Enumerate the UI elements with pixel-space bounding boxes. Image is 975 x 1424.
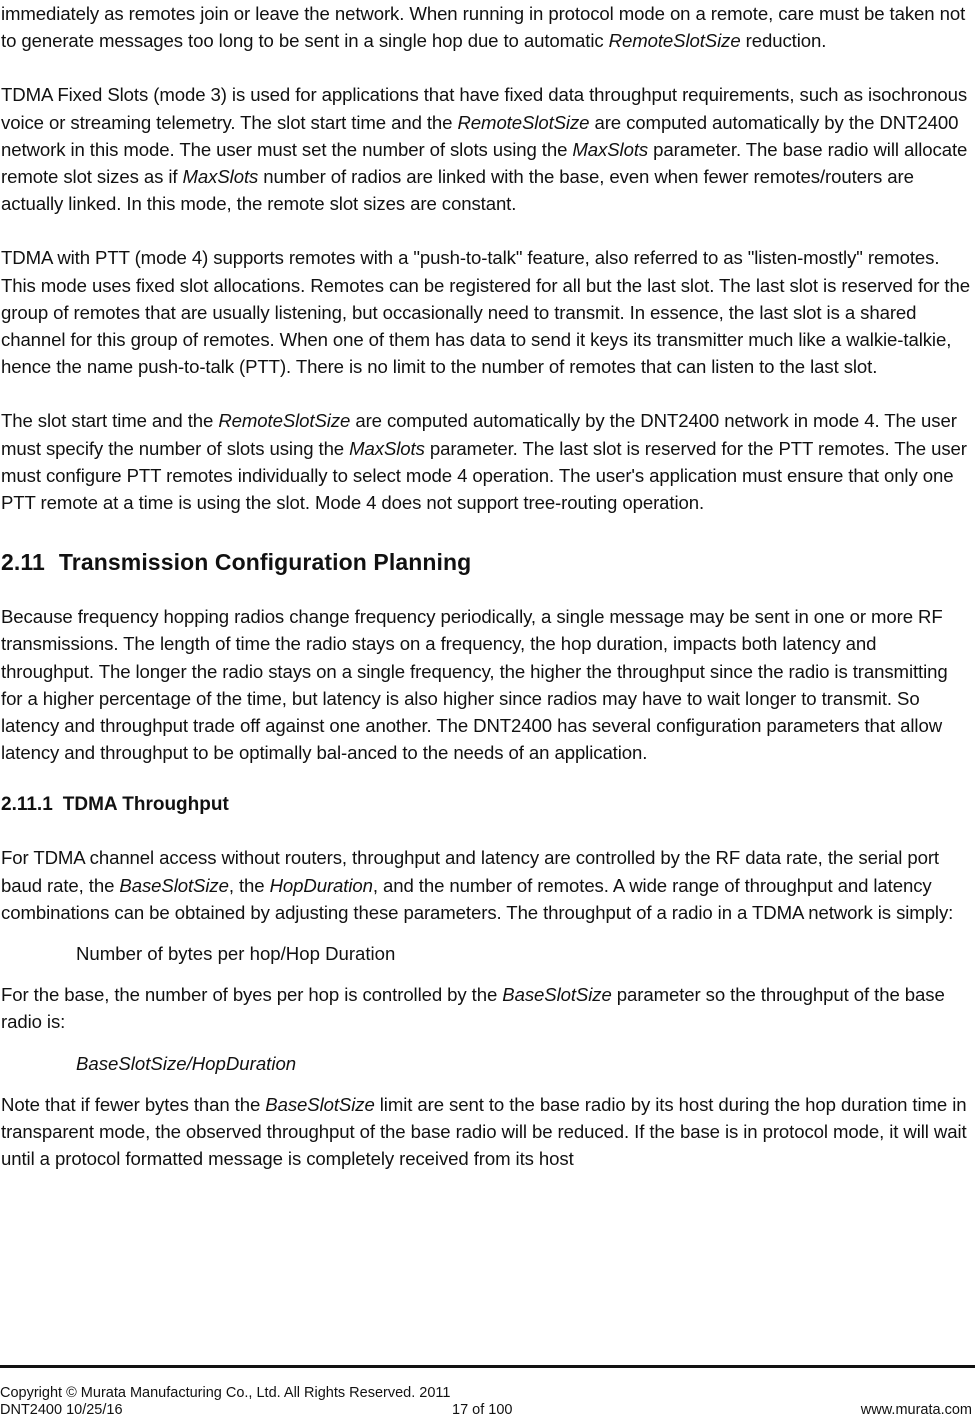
section-heading — [1, 546, 973, 578]
parameter-name: MaxSlots — [182, 166, 259, 188]
text-run: TDMA with PTT (mode 4) supports remotes with a "push-to-talk" feature, also referred to as "listen-mostly" remotes. This mode uses fixed slot allocations. Remotes can be registered for all but the last slot. The last slot is reserved for the group of remotes that are usually listening, but occasionally need to transmit. In essence, the last slot is a shared channel for this group of remotes. When one of them has data to send it keys its transmitter much like a walkie-talkie, hence the name push-to-talk (PTT). There is no limit to the number of remotes that can listen to the last slot. — [1, 247, 970, 378]
parameter-name: BaseSlotSize — [119, 874, 229, 896]
footer-doc-id: DNT2400 10/25/16 — [0, 1402, 123, 1418]
paragraph — [1, 981, 973, 1035]
footer-website-link[interactable]: www.murata.com — [860, 1402, 972, 1418]
text-run: immediately as remotes join or leave the network. When running in protocol mode on a remote, care must be taken not to generate messages too long to be sent in a single hop due to automatic — [1, 3, 966, 52]
footer-copyright: Copyright © Murata Manufacturing Co., Ltd. All Rights Reserved. 2011 — [0, 1385, 451, 1401]
text-run: reduction. — [740, 30, 827, 52]
text-run: are computed automatically by the DNT2400 network in mode 4. The user must specify the number of slots using the — [1, 410, 957, 459]
text-run: parameter so the throughput of the base radio is: — [1, 984, 945, 1033]
parameter-name: BaseSlotSize — [502, 984, 612, 1006]
document-body — [1, 0, 973, 1173]
page-footer — [0, 1385, 972, 1419]
subsection-number: 2.11.1 — [1, 794, 53, 816]
parameter-name: RemoteSlotSize — [608, 30, 741, 52]
text-run: Because frequency hopping radios change frequency periodically, a single message may be sent in one or more RF transmissions. The length of time the radio stays on a frequency, the hop duration, impacts both latency and throughput. The longer the radio stays on a single frequency, the higher the throughput since the radio is transmitting for a higher percentage of the time, but latency is also higher since radios may have to wait longer to transmit. So latency and throughput trade off against one another. The DNT2400 has several configuration parameters that allow latency and throughput to be optimally bal-anced to the needs of an application. — [1, 606, 948, 764]
text-run: parameter. The last slot is reserved for the PTT remotes. The user must configure PTT remotes individually to select mode 4 operation. The user's application must ensure that only one PTT remote at a time is using the slot. Mode 4 does not support tree-routing operation. — [1, 437, 967, 514]
parameter-name: MaxSlots — [349, 437, 425, 459]
text-run: number of radios are linked with the base, even when fewer remotes/routers are actually linked. In this mode, the remote slot sizes are constant. — [1, 166, 914, 215]
paragraph — [1, 844, 973, 926]
text-run: The slot start time and the — [1, 410, 219, 432]
paragraph — [1, 603, 973, 766]
formula-base-throughput — [1, 1050, 973, 1077]
paragraph — [1, 1091, 973, 1173]
formula-throughput: Number of bytes per hop/Hop Duration — [76, 943, 396, 965]
paragraph — [1, 407, 973, 516]
paragraph — [1, 81, 973, 217]
footer-divider — [0, 1365, 975, 1368]
text-run: TDMA Fixed Slots (mode 3) is used for applications that have fixed data throughput requirements, such as isochronous voice or streaming telemetry. The slot start time and the — [1, 84, 968, 133]
subsection-heading — [1, 791, 973, 819]
subsection-title: TDMA Throughput — [62, 794, 229, 816]
formula-base-text: BaseSlotSize/HopDuration — [76, 1052, 297, 1074]
parameter-name: RemoteSlotSize — [457, 111, 590, 133]
text-run: parameter. The base radio will allocate remote slot sizes as if — [1, 138, 968, 188]
text-run: Note that if fewer bytes than the — [1, 1093, 266, 1115]
text-run: are computed automatically by the DNT2400 network in this mode. The user must set the number of slots using the — [1, 111, 959, 160]
section-title: Transmission Configuration Planning — [58, 549, 472, 576]
paragraph — [1, 244, 973, 380]
text-run: limit are sent to the base radio by its host during the hop duration time in transparent mode, the observed throughput of the base radio will be reduced. If the base is in protocol mode, it will wait until a protocol formatted message is completely received from its host — [1, 1093, 967, 1170]
footer-page-number: 17 of 100 — [452, 1402, 513, 1418]
parameter-name: MaxSlots — [572, 138, 649, 160]
text-run: , the — [228, 874, 270, 896]
parameter-name: RemoteSlotSize — [218, 410, 351, 432]
section-number: 2.11 — [1, 549, 45, 576]
parameter-name: BaseSlotSize — [265, 1093, 375, 1115]
text-run: For the base, the number of byes per hop is controlled by the — [1, 984, 503, 1006]
parameter-name: HopDuration — [269, 874, 373, 896]
text-run: For TDMA channel access without routers, throughput and latency are controlled by the RF data rate, the serial port baud rate, the — [1, 847, 939, 896]
text-run: , and the number of remotes. A wide range of throughput and latency combinations can be obtained by adjusting these parameters. The throughput of a radio in a TDMA network is simply: — [1, 874, 954, 923]
paragraph — [1, 0, 973, 54]
